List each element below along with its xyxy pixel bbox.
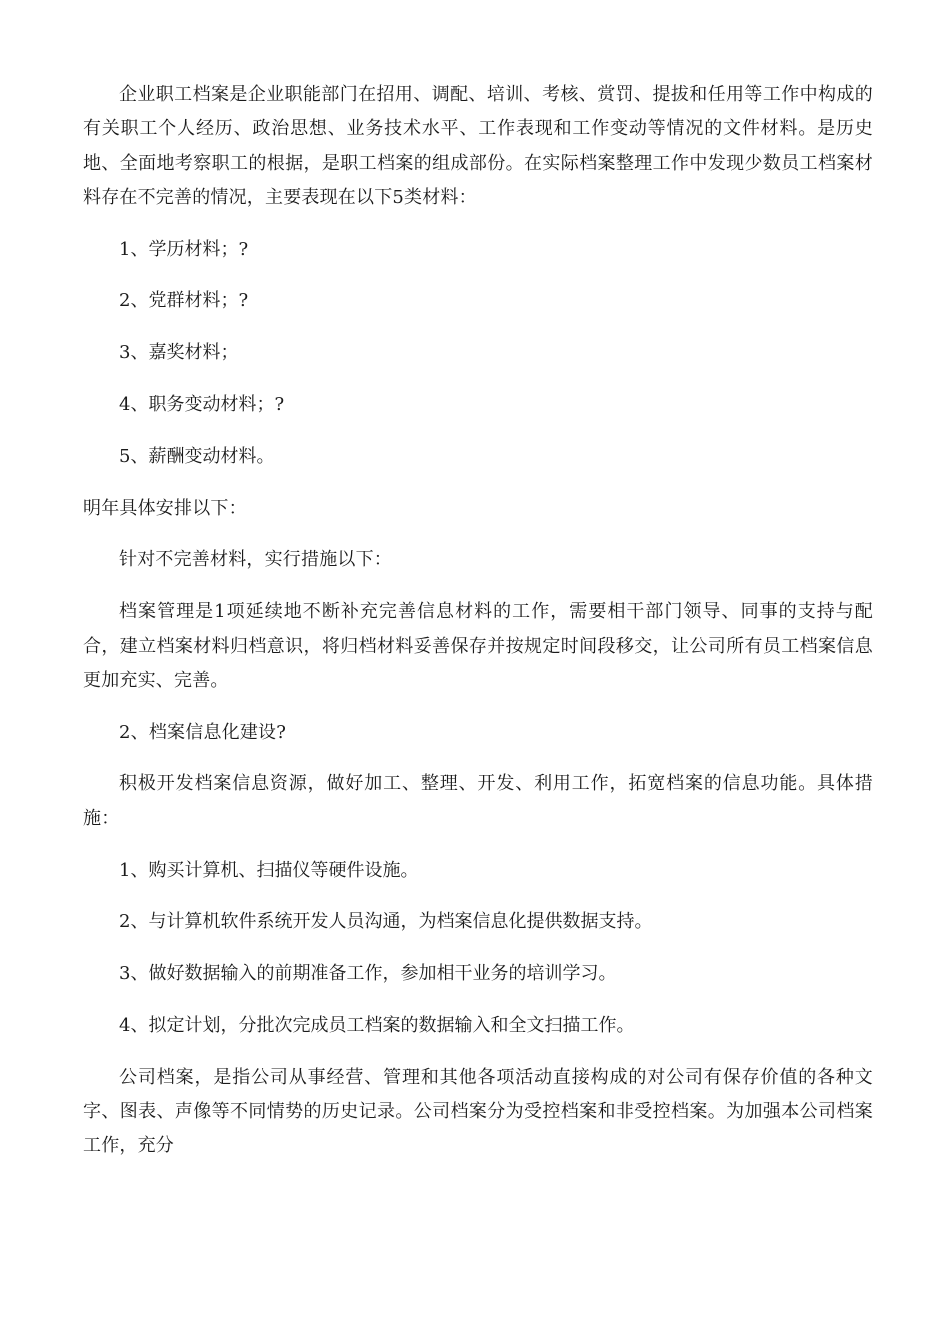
document-body (83, 78, 873, 1164)
paragraph-information: 积极开发档案信息资源，做好加工、整理、开发、利用工作，拓宽档案的信息功能。具体措施： (83, 773, 873, 829)
material-item-4: 4、职务变动材料；? (119, 394, 285, 416)
material-item-3: 3、嘉奖材料； (119, 342, 239, 364)
paragraph-archive-management: 档案管理是1项延续地不断补充完善信息材料的工作，需要相干部门领导、同事的支持与配合，建立档案材料归档意识，将归档材料妥善保存并按规定时间段移交，让公司所有员工档案信息更加充实、完善。 (83, 601, 873, 691)
paragraph-company-archives: 公司档案，是指公司从事经营、管理和其他各项活动直接构成的对公司有保存价值的各种文字、图表、声像等不同情势的历史记录。公司档案分为受控档案和非受控档案。为加强本公司档案工作，充分 (83, 1066, 873, 1157)
step-item-2: 2、与计算机软件系统开发人员沟通，为档案信息化提供数据支持。 (119, 911, 653, 933)
material-item-5: 5、薪酬变动材料。 (119, 445, 275, 467)
material-item-2: 2、党群材料；? (119, 290, 249, 312)
step-item-3: 3、做好数据输入的前期准备工作，参加相干业务的培训学习。 (119, 963, 617, 985)
step-item-1: 1、购买计算机、扫描仪等硬件设施。 (119, 859, 419, 881)
plan-heading: 明年具体安排以下： (83, 497, 247, 519)
material-item-1: 1、学历材料；? (119, 238, 249, 260)
section-2-heading: 2、档案信息化建设? (119, 721, 287, 743)
paragraph-intro: 企业职工档案是企业职能部门在招用、调配、培训、考核、赏罚、提拔和任用等工作中构成的有关职工个人经历、政治思想、业务技术水平、工作表现和工作变动等情况的文件材料。是历史地、全面地考察职工的根据，是职工档案的组成部份。在实际档案整理工作中发现少数员工档案材料存在不完善的情况，主要表现在以下5类材料： (83, 84, 873, 208)
measures-heading: 针对不完善材料，实行措施以下： (119, 549, 392, 571)
step-item-4: 4、拟定计划，分批次完成员工档案的数据输入和全文扫描工作。 (119, 1014, 635, 1036)
